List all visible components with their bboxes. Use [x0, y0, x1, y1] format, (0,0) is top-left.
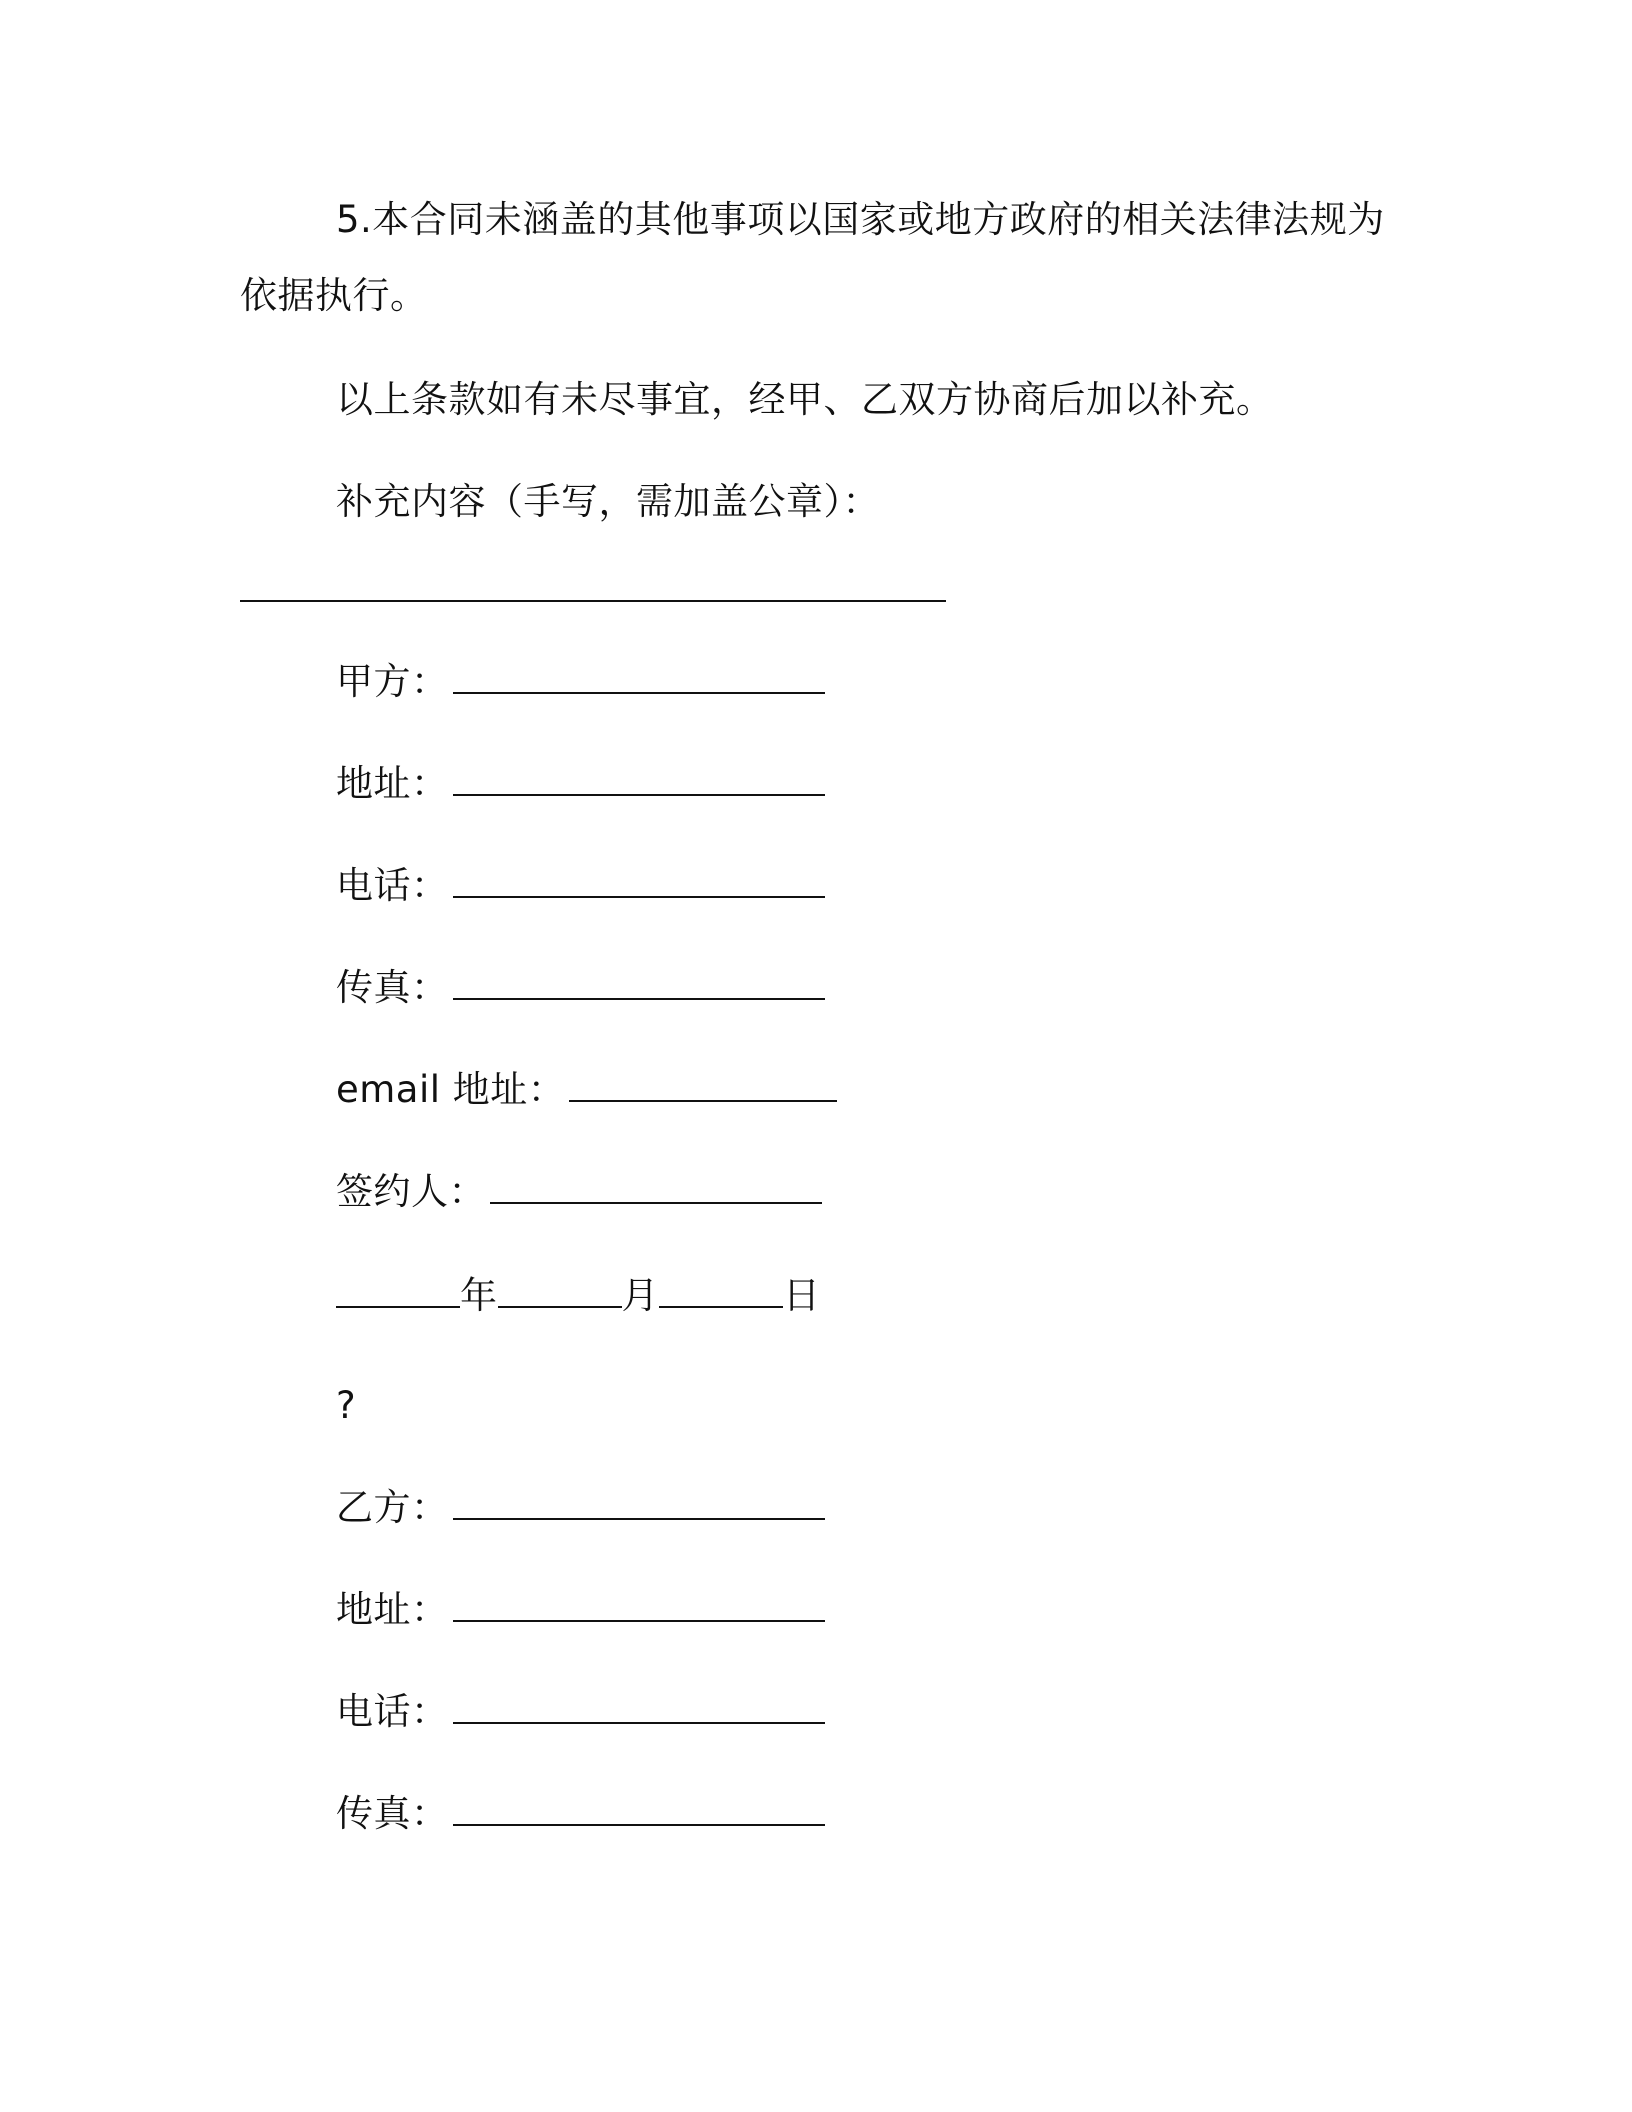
- party-a-email-row: [336, 1066, 837, 1114]
- party-a-signer-label: 签约人：: [336, 1170, 486, 1213]
- party-b-address-label: 地址：: [336, 1588, 449, 1631]
- day-label: 日: [783, 1274, 821, 1317]
- month-label: 月: [621, 1274, 659, 1317]
- clause-5-line-1: [336, 196, 1385, 244]
- party-a-name-label: 甲方：: [336, 660, 449, 703]
- party-b-address-row: [336, 1586, 825, 1634]
- party-b-name-field[interactable]: [453, 1484, 825, 1520]
- supplement-heading: [336, 478, 880, 526]
- party-a-month-field[interactable]: [498, 1272, 622, 1308]
- supplement-write-line[interactable]: [240, 600, 946, 602]
- party-a-day-field[interactable]: [659, 1272, 783, 1308]
- party-a-address-label: 地址：: [336, 762, 449, 805]
- party-b-fax-field[interactable]: [453, 1790, 825, 1826]
- party-a-phone-field[interactable]: [453, 862, 825, 898]
- party-a-phone-label: 电话：: [336, 864, 449, 907]
- clause-5-line-2: [240, 272, 428, 320]
- clause-5-text: 5.本合同未涵盖的其他事项以国家或地方政府的相关法律法规为: [336, 198, 1385, 241]
- year-label: 年: [460, 1274, 498, 1317]
- party-a-name-row: [336, 658, 825, 706]
- party-a-fax-label: 传真：: [336, 966, 449, 1009]
- party-a-year-field[interactable]: [336, 1272, 460, 1308]
- party-b-phone-field[interactable]: [453, 1688, 825, 1724]
- party-b-name-row: [336, 1484, 825, 1532]
- party-a-email-label: email 地址：: [336, 1068, 566, 1111]
- party-a-email-field[interactable]: [569, 1066, 837, 1102]
- party-b-name-label: 乙方：: [336, 1486, 449, 1529]
- party-b-fax-row: [336, 1790, 825, 1838]
- party-a-signer-field[interactable]: [490, 1168, 822, 1204]
- party-b-phone-row: [336, 1688, 825, 1736]
- party-a-address-field[interactable]: [453, 760, 825, 796]
- party-a-fax-field[interactable]: [453, 964, 825, 1000]
- party-a-phone-row: [336, 862, 825, 910]
- party-a-address-row: [336, 760, 825, 808]
- supplement-note-text: 以上条款如有未尽事宜，经甲、乙双方协商后加以补充。: [336, 378, 1274, 421]
- party-b-fax-label: 传真：: [336, 1792, 449, 1835]
- party-a-fax-row: [336, 964, 825, 1012]
- supplement-heading-text: 补充内容（手写，需加盖公章）：: [336, 480, 880, 523]
- separator-mark: [336, 1382, 356, 1430]
- party-b-phone-label: 电话：: [336, 1690, 449, 1733]
- party-b-address-field[interactable]: [453, 1586, 825, 1622]
- party-a-name-field[interactable]: [453, 658, 825, 694]
- supplement-note: [336, 376, 1274, 424]
- party-a-signer-row: [336, 1168, 822, 1216]
- separator-mark-text: ?: [336, 1384, 357, 1427]
- clause-5-text-continued: 依据执行。: [240, 274, 428, 317]
- party-a-date-row: [336, 1272, 821, 1320]
